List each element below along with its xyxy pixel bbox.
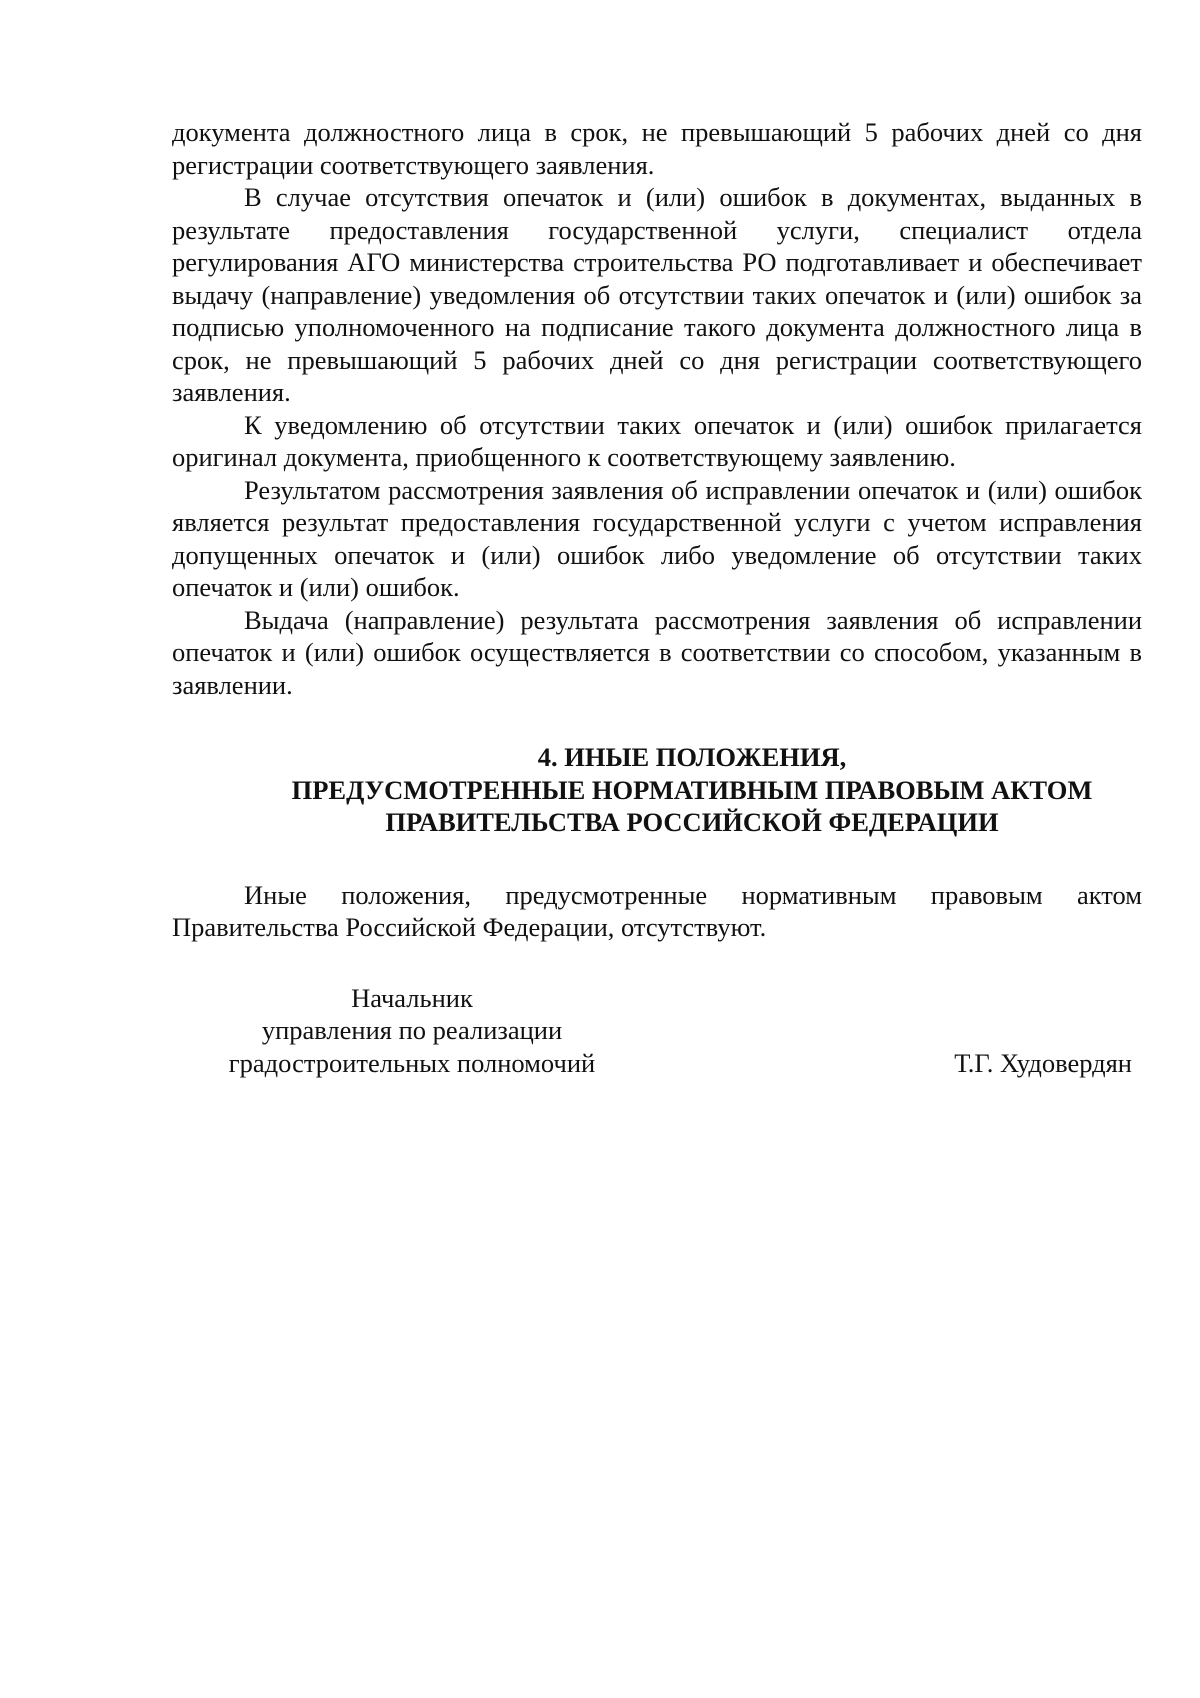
paragraph-result: Результатом рассмотрения заявления об исправлении опечаток и (или) ошибок является результат предоставления государственной услуги с учетом исправления допущенных опечаток и (или) ошибок либо уведомление об отсутствии таких опечаток и (или) ошибок.: [172, 474, 1142, 602]
signature-block: [172, 982, 1142, 1082]
section-paragraph: Иные положения, предусмотренные нормативным правовым актом Правительства Российской Федерации, отсутствуют.: [172, 879, 1142, 942]
paragraph-attachment: К уведомлению об отсутствии таких опечаток и (или) ошибок прилагается оригинал документа, приобщенного к соответствующему заявлению.: [172, 409, 1142, 472]
paragraph-delivery: Выдача (направление) результата рассмотрения заявления об исправлении опечаток и (или) ошибок осуществляется в соответствии со способом, указанным в заявлении.: [172, 604, 1142, 700]
signatory-name: Т.Г. Худовердян: [954, 1047, 1132, 1078]
signatory-title-line2: управления по реализации: [261, 1015, 563, 1045]
paragraph-no-errors: В случае отсутствия опечаток и (или) ошибок в документах, выданных в результате предоставления государственной услуги, специалист отдела регулирования АГО министерства строительства РО подготавливает и обеспечивает выдачу (направление) уведомления об отсутствии таких опечаток и (или) ошибок за подписью уполномоченного на подписание такого документа должностного лица в срок, не превышающий 5 рабочих дней со дня регистрации соответствующего заявления.: [172, 182, 1142, 407]
signatory-title: [212, 982, 612, 1080]
document-body: [172, 116, 1142, 1082]
signatory-title-line1: Начальник: [351, 982, 473, 1013]
section-heading-line2: ПРЕДУСМОТРЕННЫЕ НОРМАТИВНЫМ ПРАВОВЫМ АКТОМ: [291, 774, 1093, 805]
paragraph-continuation: документа должностного лица в срок, не превышающий 5 рабочих дней со дня регистрации соответствующего заявления.: [172, 117, 1142, 180]
section-heading-line3: ПРАВИТЕЛЬСТВА РОССИЙСКОЙ ФЕДЕРАЦИИ: [385, 807, 999, 837]
signatory-title-line3: градостроительных полномочий: [228, 1047, 596, 1078]
section-heading: [172, 741, 1142, 839]
section-heading-line1: 4. ИНЫЕ ПОЛОЖЕНИЯ,: [537, 742, 847, 772]
